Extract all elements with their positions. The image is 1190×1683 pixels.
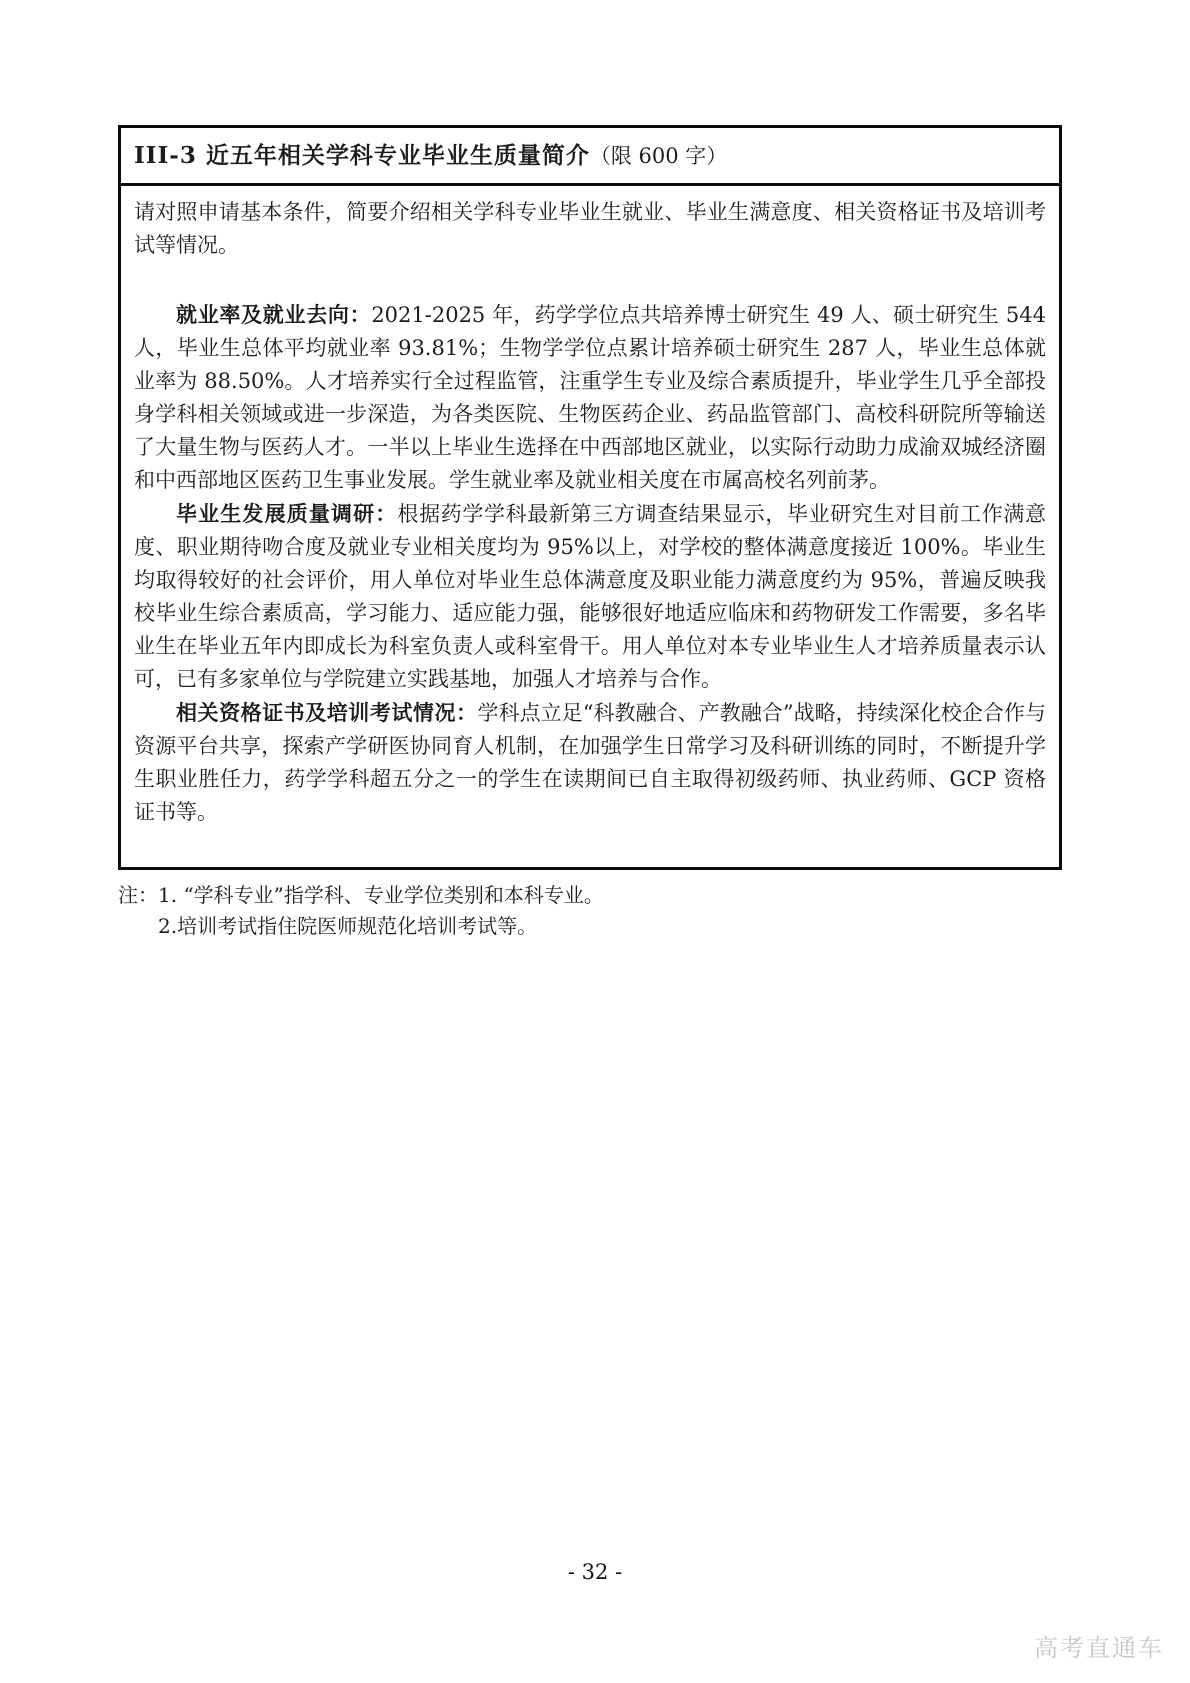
paragraph-employment — [134, 298, 1046, 497]
watermark-gaokao-zhitongche: 高考直通车 — [1034, 1635, 1164, 1662]
paragraph-certificates-text: 学科点立足“科教融合、产教融合”战略，持续深化校企合作与资源平台共享，探索产学研医协同育人机制，在加强学生日常学习及科研训练的同时，不断提升学生职业胜任力，药学学科超五分之一的学生在读期间已自主取得初级药师、执业药师、GCP 资格证书等。 — [134, 701, 1046, 824]
footnotes — [118, 880, 1062, 942]
paragraph-certificates — [134, 696, 1046, 829]
footnote-items — [158, 880, 604, 942]
intro-paragraph: 请对照申请基本条件，简要介绍相关学科专业毕业生就业、毕业生满意度、相关资格证书及培训考试等情况。 — [134, 200, 1046, 257]
form-section-iii-3 — [118, 125, 1062, 870]
paragraph-quality-survey — [134, 497, 1046, 696]
section-title: III-3 近五年相关学科专业毕业生质量简介 — [134, 142, 590, 169]
paragraph-certificates-lead: 相关资格证书及培训考试情况： — [176, 700, 478, 725]
footnote-label: 注： — [118, 883, 158, 907]
page-number: - 32 - — [567, 1560, 623, 1584]
paragraph-employment-lead: 就业率及就业去向： — [176, 302, 372, 327]
page-content — [118, 125, 1062, 942]
paragraph-employment-text: 2021-2025 年，药学学位点共培养博士研究生 49 人、硕士研究生 544 人，毕业生总体平均就业率 93.81%；生物学学位点累计培养硕士研究生 287 人，毕业生总体就业率为 88.50%。人才培养实行全过程监管，注重学生专业及综合素质提升，毕业学生几乎全部投身学科相关领域或进一步深造，为各类医院、生物医药企业、药品监管部门、高校科研院所等输送了大量生物与医药人才。一半以上毕业生选择在中西部地区就业，以实际行动助力成渝双城经济圈和中西部地区医药卫生事业发展。学生就业率及就业相关度在市属高校名列前茅。 — [134, 303, 1046, 492]
section-title-row — [121, 128, 1059, 186]
section-body-cell — [121, 186, 1059, 867]
section-title-word-limit: （限 600 字） — [589, 144, 728, 168]
paragraph-quality-survey-text: 根据药学学科最新第三方调查结果显示，毕业研究生对目前工作满意度、职业期待吻合度及就业专业相关度均为 95%以上，对学校的整体满意度接近 100%。毕业生均取得较好的社会评价，用人单位对毕业生总体满意度及职业能力满意度约为 95%，普遍反映我校毕业生综合素质高，学习能力、适应能力强，能够很好地适应临床和药物研发工作需要，多名毕业生在毕业五年内即成长为科室负责人或科室骨干。用人单位对本专业毕业生人才培养质量表示认可，已有多家单位与学院建立实践基地，加强人才培养与合作。 — [134, 502, 1047, 691]
footnote-2: 2.培训考试指住院医师规范化培训考试等。 — [158, 914, 538, 938]
paragraph-quality-survey-lead: 毕业生发展质量调研： — [176, 501, 398, 526]
footnote-1: 1. “学科专业”指学科、专业学位类别和本科专业。 — [158, 883, 604, 907]
